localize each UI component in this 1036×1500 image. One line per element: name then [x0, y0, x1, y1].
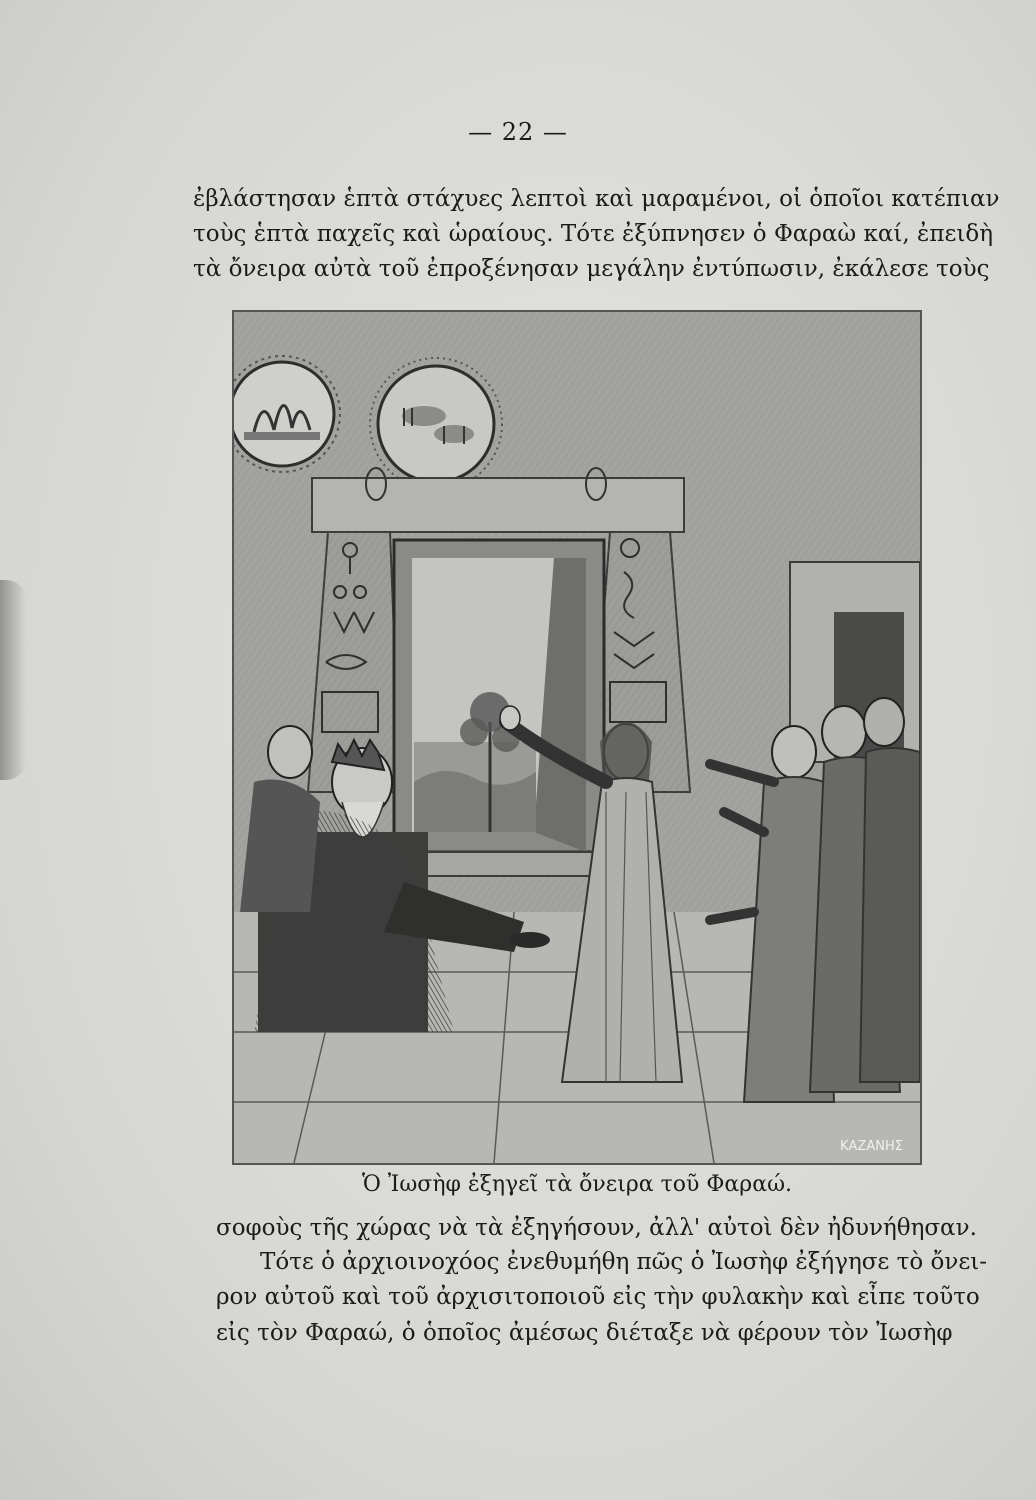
bottom-paragraph-line-3: ρον αὐτοῦ καὶ τοῦ ἀρχισιτοποιοῦ εἰς τὴν φυλακὴν καὶ εἶπε τοῦτο	[216, 1284, 980, 1310]
top-paragraph-line-1: ἐβλάστησαν ἑπτὰ στάχυες λεπτοὶ καὶ μαραμένοι, οἱ ὁποῖοι κατέπιαν	[193, 186, 1000, 212]
page-number: — 22 —	[468, 118, 568, 146]
joseph-pharaoh-illustration	[232, 310, 922, 1165]
engraving-drawing	[234, 312, 920, 1163]
bottom-paragraph-line-4: εἰς τὸν Φαραώ, ὁ ὁποῖος ἀμέσως διέταξε νὰ φέρουν τὸν Ἰωσὴφ	[216, 1320, 953, 1346]
bottom-paragraph-line-2: Τότε ὁ ἀρχιοινοχόος ἐνεθυμήθη πῶς ὁ Ἰωσὴφ ἐξήγησε τὸ ὄνει-	[260, 1249, 988, 1275]
top-paragraph-line-2: τοὺς ἑπτὰ παχεῖς καὶ ὡραίους. Τότε ἐξύπνησεν ὁ Φαραὼ καί, ἐπειδὴ	[193, 221, 994, 247]
illustration-caption: Ὁ Ἰωσὴφ ἐξηγεῖ τὰ ὄνειρα τοῦ Φαραώ.	[362, 1172, 793, 1197]
artist-signature: ΚΑΖΑΝΗΣ	[840, 1139, 903, 1154]
top-paragraph-line-3: τὰ ὄνειρα αὐτὰ τοῦ ἐπροξένησαν μεγάλην ἐντύπωσιν, ἐκάλεσε τοὺς	[193, 256, 990, 282]
bottom-paragraph-line-1: σοφοὺς τῆς χώρας νὰ τὰ ἐξηγήσουν, ἀλλ' αὐτοὶ δὲν ἠδυνήθησαν.	[216, 1215, 977, 1241]
binding-shadow	[0, 580, 26, 780]
